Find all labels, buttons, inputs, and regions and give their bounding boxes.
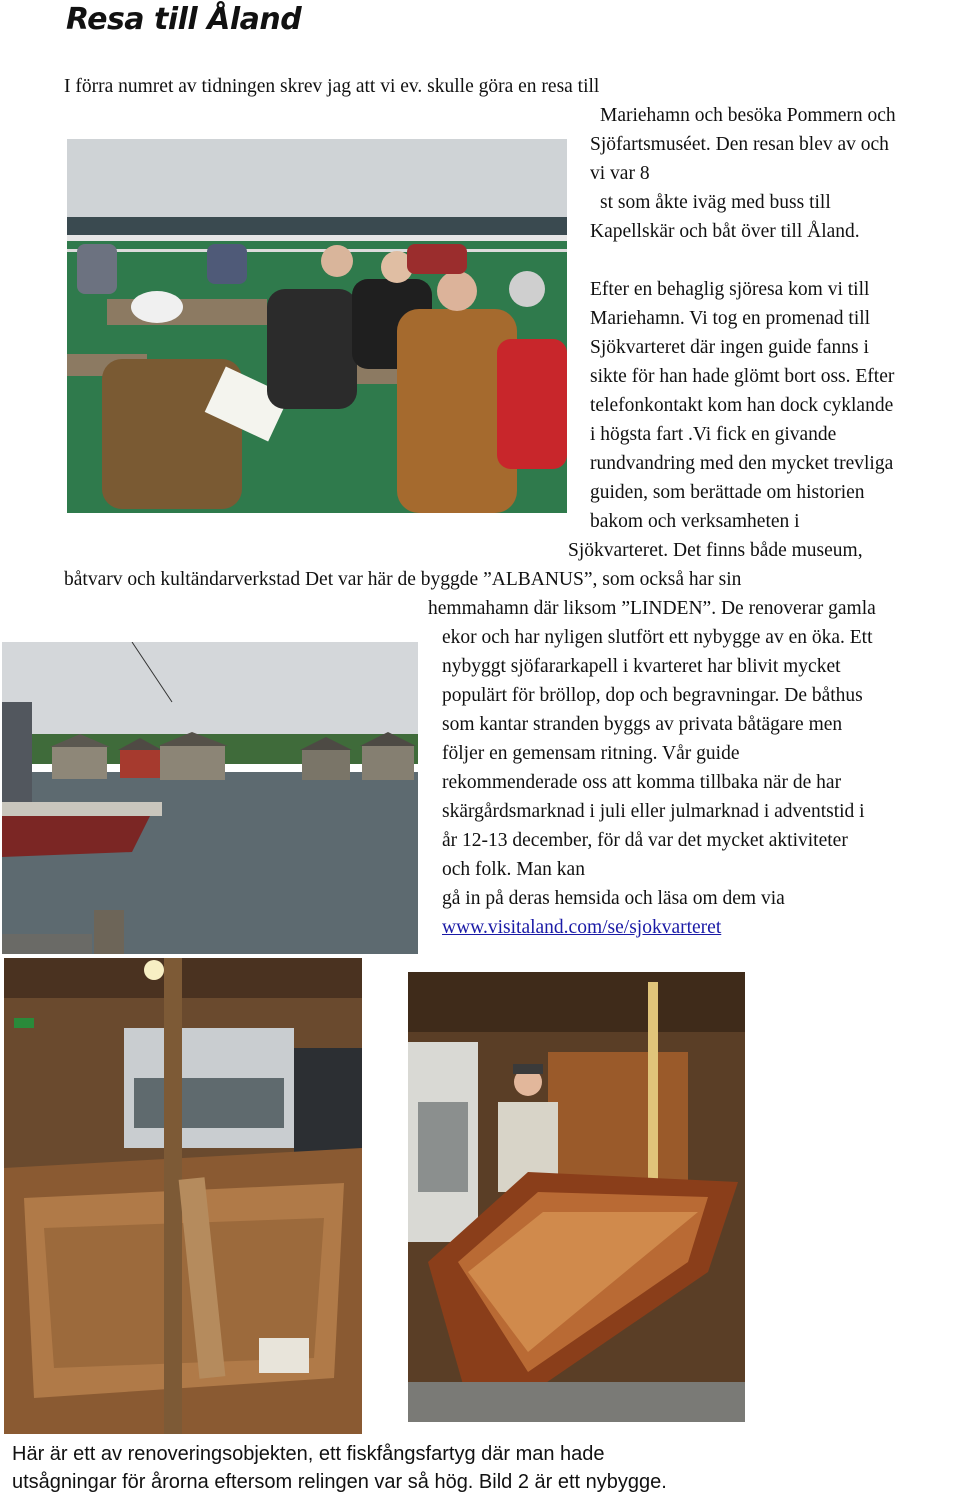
article-line: år 12-13 december, för då var det mycket aktiviteter	[442, 830, 848, 851]
article-line: följer en gemensam ritning. Vår guide	[442, 743, 740, 764]
ferry-deck-photo	[67, 139, 567, 513]
article-line: hemmahamn där liksom ”LINDEN”. De renoverar gamla	[428, 598, 876, 619]
article-line: gå in på deras hemsida och läsa om dem via	[442, 888, 785, 909]
photo-caption-line: utsågningar för årorna eftersom relingen var så hög. Bild 2 är ett nybygge.	[12, 1471, 667, 1493]
article-line: guiden, som berättade om historien	[590, 482, 865, 503]
new-boat-photo	[408, 972, 745, 1422]
article-line: båtvarv och kultändarverkstad Det var här de byggde ”ALBANUS”, som också har sin	[64, 569, 742, 590]
article-line: vi var 8	[590, 163, 650, 184]
article-line: nybyggt sjöfararkapell i kvarteret har blivit mycket	[442, 656, 841, 677]
article-line: rundvandring med den mycket trevliga	[590, 453, 894, 474]
article-line: telefonkontakt kom han dock cyklande	[590, 395, 894, 416]
harbor-boathouses-photo	[2, 642, 418, 954]
article-line: Sjöfartsmuséet. Den resan blev av och	[590, 134, 889, 155]
article-line: st som åkte iväg med buss till	[600, 192, 831, 213]
article-line: Mariehamn. Vi tog en promenad till	[590, 308, 871, 329]
article-line: Sjökvarteret. Det finns både museum,	[568, 540, 863, 561]
article-line: i högsta fart .Vi fick en givande	[590, 424, 837, 445]
photo-caption-line: Här är ett av renoveringsobjekten, ett fiskfångsfartyg där man hade	[12, 1443, 605, 1465]
article-line: och folk. Man kan	[442, 859, 585, 880]
article-line: rekommenderade oss att komma tillbaka när de har	[442, 772, 842, 793]
article-line: Mariehamn och besöka Pommern och	[600, 105, 896, 126]
museum-boat-photo	[4, 958, 362, 1434]
article-line: bakom och verksamheten i	[590, 511, 800, 532]
article-line: sikte för han hade glömt bort oss. Efter	[590, 366, 895, 387]
article-line: som kantar stranden byggs av privata båtägare men	[442, 714, 843, 735]
article-line: skärgårdsmarknad i juli eller julmarknad i adventstid i	[442, 801, 865, 822]
article-line: I förra numret av tidningen skrev jag att vi ev. skulle göra en resa till	[64, 76, 600, 97]
website-link[interactable]: www.visitaland.com/se/sjokvarteret	[442, 917, 722, 938]
page-title: Resa till Åland	[66, 2, 302, 37]
article-line: Kapellskär och båt över till Åland.	[590, 221, 860, 242]
article-line: Efter en behaglig sjöresa kom vi till	[590, 279, 870, 300]
article-line: Sjökvarteret där ingen guide fanns i	[590, 337, 869, 358]
article-line: populärt för bröllop, dop och begravningar. De båthus	[442, 685, 863, 706]
article-line: ekor och har nyligen slutfört ett nybygge av en öka. Ett	[442, 627, 873, 648]
